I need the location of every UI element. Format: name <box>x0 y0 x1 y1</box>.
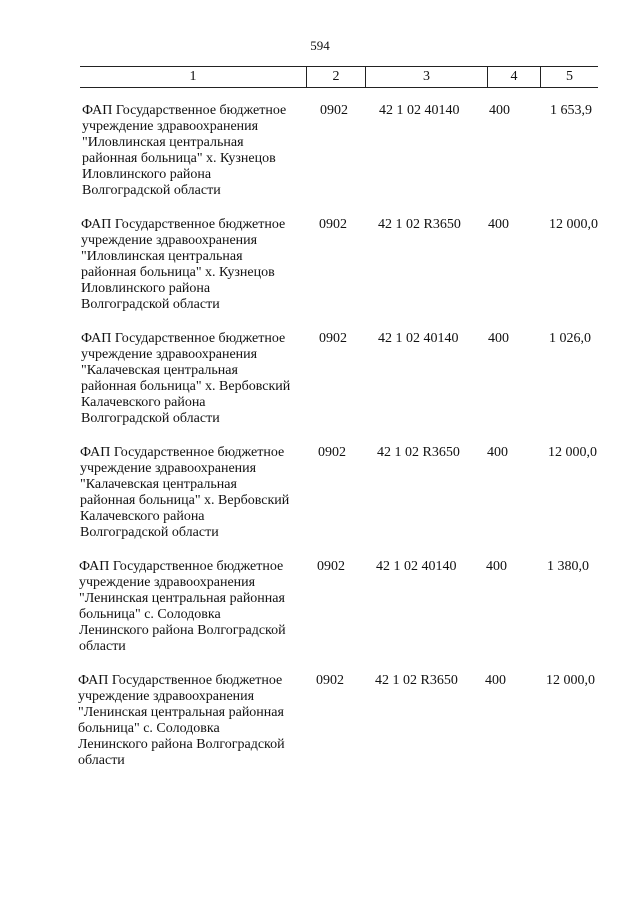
institution-name-line: "Калачевская центральная <box>81 363 238 378</box>
section-code: 0902 <box>319 331 347 346</box>
section-code: 0902 <box>316 673 344 688</box>
section-code: 0902 <box>319 217 347 232</box>
institution-name-line: ФАП Государственное бюджетное <box>81 217 286 232</box>
institution-name-line: Волгоградской области <box>81 411 220 426</box>
expense-kind-code: 400 <box>487 445 508 460</box>
institution-name-line: "Калачевская центральная <box>80 477 237 492</box>
target-article-code: 42 1 02 R3650 <box>377 445 460 460</box>
target-article-code: 42 1 02 40140 <box>379 103 460 118</box>
expense-kind-code: 400 <box>488 217 509 232</box>
institution-name-line: районная больница" х. Вербовский <box>80 493 290 508</box>
table-row <box>80 331 598 445</box>
section-code: 0902 <box>320 103 348 118</box>
table-row <box>80 673 598 787</box>
institution-name-line: больница" с. Солодовка <box>79 607 221 622</box>
institution-name-line: Волгоградской области <box>81 297 220 312</box>
institution-name-line: районная больница" х. Вербовский <box>81 379 291 394</box>
amount-value: 12 000,0 <box>548 445 597 460</box>
institution-name-line: Ленинского района Волгоградской <box>78 737 285 752</box>
institution-name <box>81 217 307 313</box>
column-header-3: 3 <box>423 69 430 84</box>
institution-name-line: больница" с. Солодовка <box>78 721 220 736</box>
expense-kind-code: 400 <box>485 673 506 688</box>
institution-name-line: районная больница" х. Кузнецов <box>82 151 276 166</box>
expense-kind-code: 400 <box>486 559 507 574</box>
amount-value: 1 380,0 <box>547 559 589 574</box>
amount-value: 12 000,0 <box>549 217 598 232</box>
table-row <box>80 445 598 559</box>
institution-name-line: области <box>79 639 126 654</box>
institution-name-line: учреждение здравоохранения <box>81 347 258 362</box>
target-article-code: 42 1 02 40140 <box>376 559 457 574</box>
institution-name-line: ФАП Государственное бюджетное <box>81 331 286 346</box>
expense-kind-code: 400 <box>488 331 509 346</box>
institution-name-line: учреждение здравоохранения <box>80 461 257 476</box>
table-row <box>80 217 598 331</box>
table-header <box>80 66 598 88</box>
page-number: 594 <box>310 38 330 53</box>
institution-name <box>81 331 307 427</box>
institution-name <box>80 445 306 541</box>
budget-table <box>80 66 598 787</box>
institution-name-line: "Иловлинская центральная <box>81 249 243 264</box>
amount-value: 1 026,0 <box>549 331 591 346</box>
table-body <box>80 103 598 787</box>
institution-name-line: учреждение здравоохранения <box>81 233 258 248</box>
institution-name-line: Иловлинского района <box>82 167 212 182</box>
institution-name-line: районная больница" х. Кузнецов <box>81 265 275 280</box>
institution-name-line: Калачевского района <box>81 395 206 410</box>
institution-name-line: "Ленинская центральная районная <box>79 591 285 606</box>
institution-name-line: учреждение здравоохранения <box>78 689 255 704</box>
expense-kind-code: 400 <box>489 103 510 118</box>
institution-name-line: ФАП Государственное бюджетное <box>78 673 283 688</box>
institution-name <box>79 559 305 655</box>
column-header-2: 2 <box>332 69 340 84</box>
institution-name-line: Волгоградской области <box>80 525 219 540</box>
section-code: 0902 <box>318 445 346 460</box>
institution-name-line: учреждение здравоохранения <box>82 119 259 134</box>
institution-name-line: ФАП Государственное бюджетное <box>80 445 285 460</box>
institution-name-line: Калачевского района <box>80 509 205 524</box>
institution-name-line: Ленинского района Волгоградской <box>79 623 286 638</box>
target-article-code: 42 1 02 40140 <box>378 331 459 346</box>
institution-name-line: "Иловлинская центральная <box>82 135 244 150</box>
institution-name-line: ФАП Государственное бюджетное <box>82 103 287 118</box>
target-article-code: 42 1 02 R3650 <box>375 673 458 688</box>
amount-value: 1 653,9 <box>550 103 592 118</box>
column-header-5: 5 <box>566 69 573 84</box>
institution-name <box>78 673 304 769</box>
institution-name-line: "Ленинская центральная районная <box>78 705 284 720</box>
column-header-4: 4 <box>510 69 518 84</box>
institution-name-line: области <box>78 753 125 768</box>
amount-value: 12 000,0 <box>546 673 595 688</box>
institution-name-line: Волгоградской области <box>82 183 221 198</box>
target-article-code: 42 1 02 R3650 <box>378 217 461 232</box>
column-header-1: 1 <box>189 69 197 84</box>
institution-name <box>82 103 308 199</box>
table-row <box>80 559 598 673</box>
institution-name-line: ФАП Государственное бюджетное <box>79 559 284 574</box>
section-code: 0902 <box>317 559 345 574</box>
institution-name-line: Иловлинского района <box>81 281 211 296</box>
table-row <box>80 103 598 217</box>
institution-name-line: учреждение здравоохранения <box>79 575 256 590</box>
